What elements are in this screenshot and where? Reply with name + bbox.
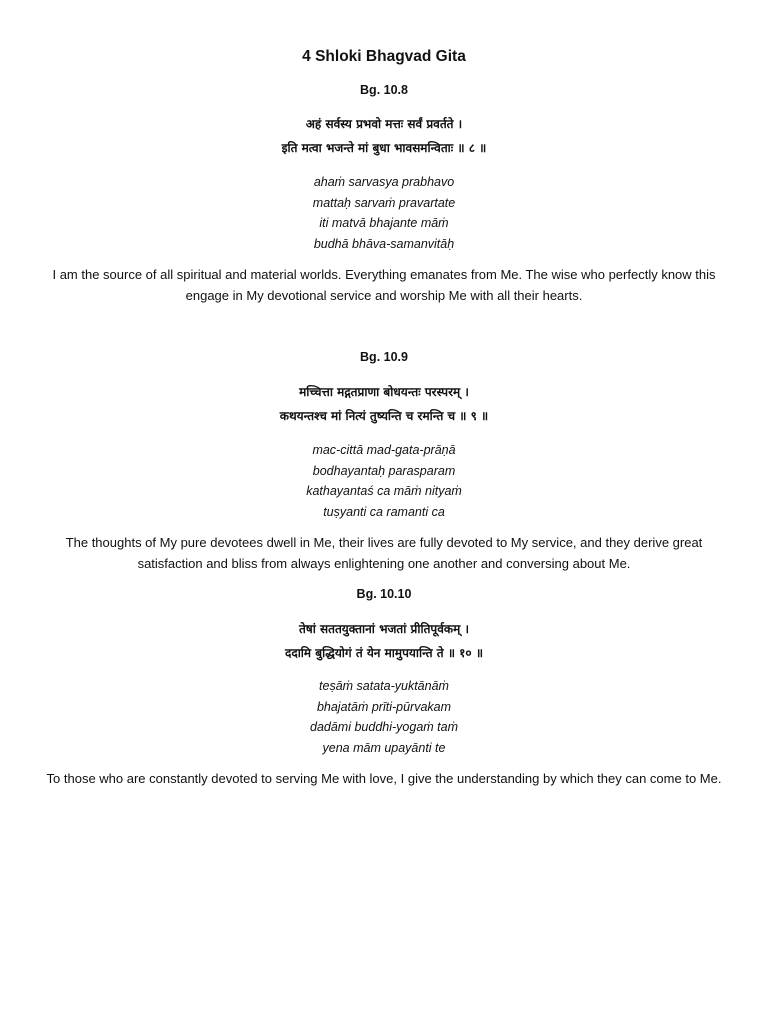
verse-translation: The thoughts of My pure devotees dwell in Me, their lives are fully devoted to My service, and they derive great satisfaction and bliss from always enlightening one another and conversing about Me. — [65, 535, 703, 571]
sanskrit-line: कथयन्तश्च मां नित्यं तुष्यन्ति च रमन्ति च ॥ ९ ॥ — [279, 409, 489, 423]
sanskrit-line: मच्चित्ता मद्गतप्राणा बोधयन्तः परस्परम् । — [299, 385, 469, 399]
transliteration-line: budhā bhāva-samanvitāḥ — [313, 237, 455, 252]
sanskrit-line: अहं सर्वस्य प्रभवो मत्तः सर्वं प्रवर्तते । — [305, 117, 463, 131]
transliteration-line: teṣāṁ satata-yuktānāṁ — [319, 679, 449, 693]
verse-reference: Bg. 10.8 — [360, 83, 408, 97]
transliteration — [0, 676, 768, 759]
page-title: 4 Shloki Bhagvad Gita — [302, 48, 466, 65]
transliteration-line: bhajatāṁ prīti-pūrvakam — [316, 699, 452, 714]
transliteration-line: kathayantaś ca māṁ nityaṁ — [306, 484, 462, 499]
verse-reference: Bg. 10.9 — [360, 350, 408, 364]
transliteration-line: dadāmi buddhi-yogaṁ taṁ — [310, 720, 458, 735]
verse-translation: I am the source of all spiritual and material worlds. Everything emanates from Me. The wise who perfectly know this engage in My devotional service and worship Me with all their hearts. — [52, 267, 716, 303]
verse-translation: To those who are constantly devoted to serving Me with love, I give the understanding by which they can come to Me. — [46, 771, 722, 786]
sanskrit-line: इति मत्वा भजन्ते मां बुधा भावसमन्विताः ॥ ८ ॥ — [281, 141, 487, 155]
sanskrit-line: ददामि बुद्धियोगं तं येन मामुपयान्ति ते ॥ १० ॥ — [284, 646, 484, 660]
verse-reference: Bg. 10.10 — [356, 587, 412, 601]
transliteration-line: mac-cittā mad-gata-prāṇā — [312, 443, 456, 457]
transliteration-line: yena mām upayānti te — [322, 741, 446, 756]
sanskrit-verse — [0, 112, 768, 160]
transliteration-line: mattaḥ sarvaṁ pravartate — [312, 195, 456, 210]
transliteration-line: bodhayantaḥ parasparam — [312, 463, 456, 478]
transliteration-line: iti matvā bhajante māṁ — [319, 216, 449, 231]
transliteration-line: tuṣyanti ca ramanti ca — [323, 505, 445, 520]
transliteration-line: ahaṁ sarvasya prabhavo — [313, 175, 455, 189]
transliteration — [0, 440, 768, 523]
transliteration — [0, 172, 768, 255]
sanskrit-verse — [0, 380, 768, 428]
sanskrit-verse — [0, 617, 768, 665]
sanskrit-line: तेषां सततयुक्तानां भजतां प्रीतिपूर्वकम् । — [298, 622, 470, 636]
